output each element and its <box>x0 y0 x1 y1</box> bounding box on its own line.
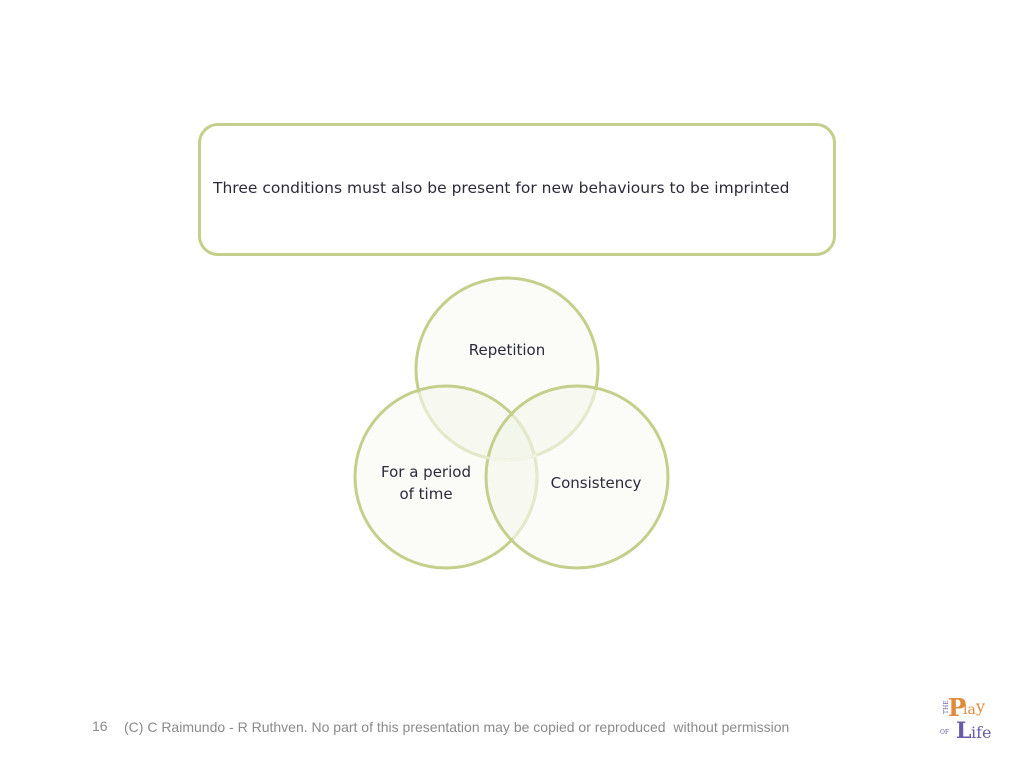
copyright-notice: (C) C Raimundo - R Ruthven. No part of this presentation may be copied or reproduced without permission <box>124 719 790 735</box>
svg-text:OF: OF <box>940 729 950 736</box>
venn-label-consistency: Consistency <box>550 474 642 492</box>
venn-circles <box>340 268 680 588</box>
venn-diagram <box>340 268 680 588</box>
svg-text:L: L <box>956 718 972 742</box>
venn-label-repetition: Repetition <box>468 341 546 359</box>
svg-text:y: y <box>976 697 986 716</box>
svg-text:THE: THE <box>943 700 950 714</box>
svg-text:la: la <box>963 702 976 718</box>
venn-label-period: For a period of time <box>381 463 471 503</box>
callout-text: Three conditions must also be present for new behaviours to be imprinted <box>213 179 790 197</box>
svg-text:P: P <box>948 693 967 722</box>
play-of-life-logo <box>938 690 1004 742</box>
logo-mark <box>938 690 1004 742</box>
svg-text:ife: ife <box>971 723 992 742</box>
slide-number: 16 <box>92 718 108 734</box>
callout-box <box>198 123 836 256</box>
